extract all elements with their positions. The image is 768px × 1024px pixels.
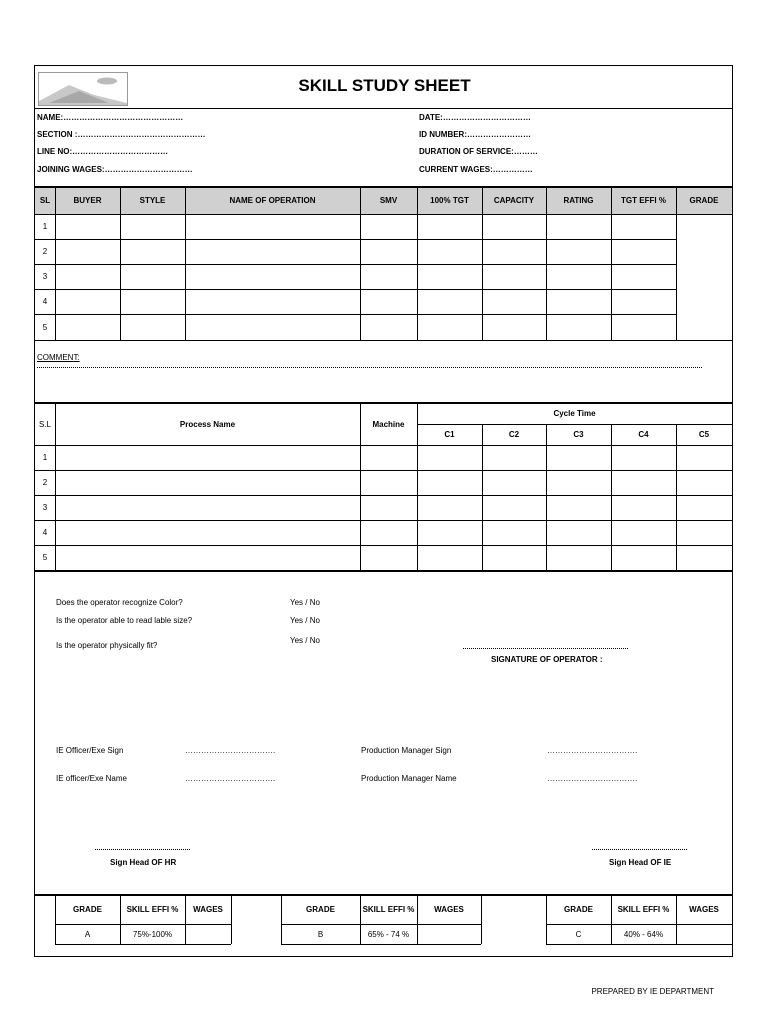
- head-hr-label: Sign Head OF HR: [110, 858, 177, 867]
- answer-yes-no[interactable]: Yes / No: [290, 616, 320, 625]
- col-style: STYLE: [139, 196, 166, 205]
- ie-sign-line[interactable]: …………………………….: [185, 746, 276, 755]
- grade-b-header: GRADE: [306, 905, 335, 914]
- ie-officer-sign-label: IE Officer/Exe Sign: [56, 746, 124, 755]
- id-number-field[interactable]: ID NUMBER:……………………: [419, 130, 531, 139]
- name-field[interactable]: NAME:………………………………………: [37, 113, 184, 122]
- col-c4: C4: [638, 430, 649, 439]
- pm-name-line[interactable]: …………………………….: [547, 774, 638, 783]
- col-machine: Machine: [372, 419, 405, 429]
- row-number: 3: [42, 272, 48, 281]
- col-grade: GRADE: [689, 196, 719, 205]
- col-process-name: Process Name: [179, 419, 236, 429]
- row-number: 1: [42, 453, 48, 462]
- ie-officer-name-label: IE officer/Exe Name: [56, 774, 127, 783]
- row-number: 1: [42, 222, 48, 231]
- question-label-size: Is the operator able to read lable size?: [56, 616, 193, 625]
- col-buyer: BUYER: [73, 196, 102, 205]
- col-smv: SMV: [379, 196, 398, 205]
- pm-sign-label: Production Manager Sign: [361, 746, 452, 755]
- col-sl: S.L: [38, 419, 51, 429]
- skill-effi-c-value: 40% - 64%: [623, 929, 664, 939]
- row-number: 2: [42, 478, 48, 487]
- row-number: 4: [42, 528, 48, 537]
- skill-effi-a-header: SKILL EFFI %: [126, 905, 179, 914]
- comment-label: COMMENT:: [37, 353, 80, 362]
- skill-effi-b-value: 65% - 74 %: [367, 929, 410, 939]
- date-field[interactable]: DATE:……………………………: [419, 113, 531, 122]
- head-ie-label: Sign Head OF IE: [609, 858, 672, 867]
- col-c1: C1: [444, 430, 455, 439]
- page-title: SKILL STUDY SHEET: [298, 76, 471, 95]
- col-rating: RATING: [563, 196, 594, 205]
- row-number: 4: [42, 297, 48, 306]
- col-operation: NAME OF OPERATION: [229, 196, 316, 205]
- answer-yes-no[interactable]: Yes / No: [290, 598, 320, 607]
- prepared-by-footer: PREPARED BY IE DEPARTMENT: [591, 987, 714, 996]
- wages-b-header: WAGES: [434, 905, 464, 914]
- grade-a-header: GRADE: [73, 905, 102, 914]
- operator-signature-label: SIGNATURE OF OPERATOR :: [491, 655, 603, 664]
- row-number: 3: [42, 503, 48, 512]
- col-c2: C2: [508, 430, 520, 439]
- row-number: 2: [42, 247, 48, 256]
- col-sl: SL: [39, 196, 51, 205]
- col-c5: C5: [698, 430, 710, 439]
- skill-study-sheet: [34, 65, 733, 957]
- grade-c-value: C: [575, 929, 582, 939]
- grade-a-value: A: [84, 929, 91, 939]
- wages-c-header: WAGES: [689, 905, 719, 914]
- line-no-field[interactable]: LINE NO:………………………………: [37, 147, 169, 156]
- skill-effi-c-header: SKILL EFFI %: [617, 905, 670, 914]
- answer-yes-no[interactable]: Yes / No: [290, 636, 320, 645]
- skill-effi-a-value: 75%-100%: [132, 929, 173, 939]
- duration-field[interactable]: DURATION OF SERVICE:………: [419, 147, 538, 156]
- pm-name-label: Production Manager Name: [361, 774, 457, 783]
- pm-sign-line[interactable]: …………………………….: [547, 746, 638, 755]
- question-fit: Is the operator physically fit?: [56, 641, 158, 650]
- row-number: 5: [42, 322, 48, 332]
- ie-name-line[interactable]: …………………………….: [185, 774, 276, 783]
- grade-c-header: GRADE: [564, 905, 593, 914]
- col-tgt: 100% TGT: [430, 196, 469, 205]
- col-tgt-effi: TGT EFFI %: [621, 196, 666, 205]
- col-cycle-time: Cycle Time: [553, 409, 596, 418]
- row-number: 5: [42, 553, 48, 562]
- col-capacity: CAPACITY: [493, 196, 535, 205]
- joining-wages-field[interactable]: JOINING WAGES:……………………………: [37, 165, 193, 174]
- wages-a-header: WAGES: [193, 905, 223, 914]
- grade-b-value: B: [317, 929, 324, 939]
- current-wages-field[interactable]: CURRENT WAGES:……………: [419, 165, 533, 174]
- question-color: Does the operator recognize Color?: [56, 598, 183, 607]
- col-c3: C3: [573, 430, 584, 439]
- skill-effi-b-header: SKILL EFFI %: [362, 905, 415, 914]
- section-field[interactable]: SECTION :…………………………………………: [37, 130, 206, 139]
